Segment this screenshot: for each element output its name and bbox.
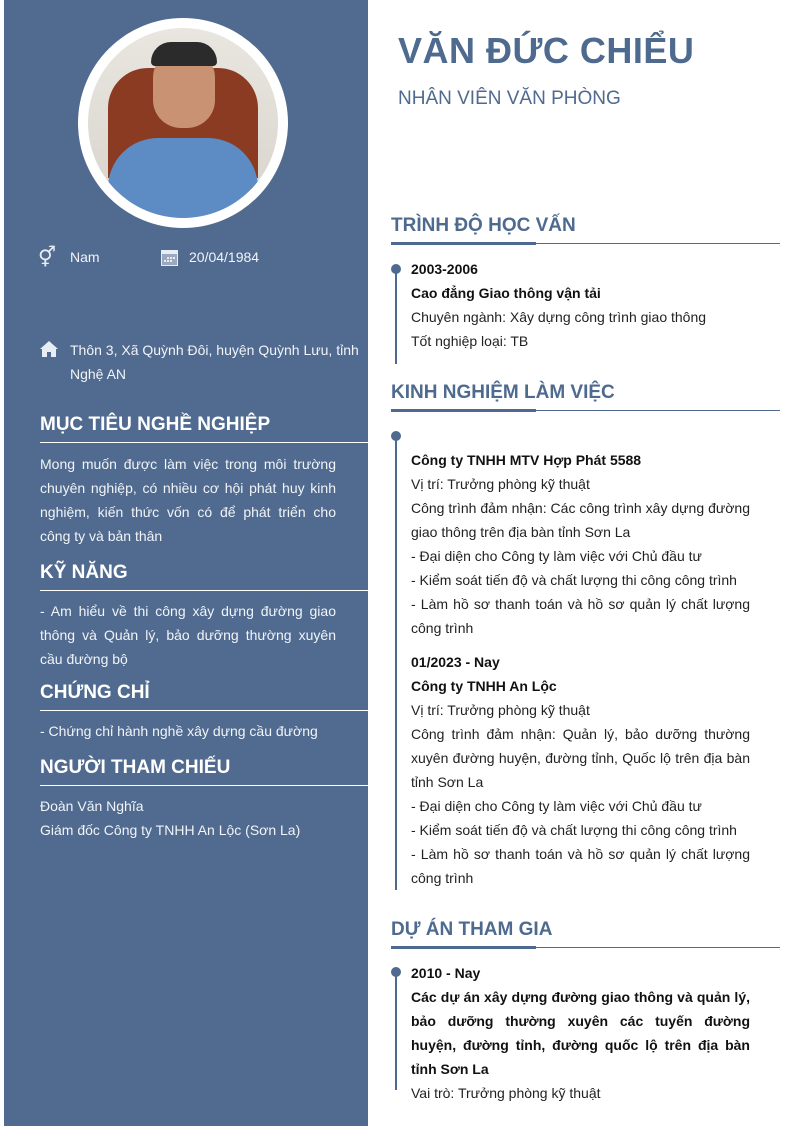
skills-heading: KỸ NĂNG [40, 562, 368, 591]
experience-line: - Kiểm soát tiến độ và chất lượng thi công công trình [411, 822, 737, 838]
timeline-line [395, 972, 397, 1090]
project-role: Vai trò: Trưởng phòng kỹ thuật [411, 1085, 601, 1101]
calendar-icon [160, 248, 180, 268]
experience-heading: KINH NGHIỆM LÀM VIỆC [391, 382, 780, 411]
education-period: 2003-2006 [411, 261, 478, 277]
project-name: Các dự án xây dựng đường giao thông và quản lý, bảo dưỡng thường xuyên các tuyến đường huyện, đường tỉnh, đường quốc lộ trên địa bàn tỉnh Sơn La [411, 989, 750, 1077]
education-entry [411, 257, 750, 353]
experience-company: Công ty TNHH MTV Hợp Phát 5588 [411, 452, 642, 468]
reference-name: Đoàn Văn Nghĩa [40, 798, 144, 814]
timeline-line [395, 268, 397, 364]
experience-line: - Đại diện cho Công ty làm việc với Chủ đầu tư [411, 798, 702, 814]
experience-line: - Làm hồ sơ thanh toán và hồ sơ quản lý chất lượng công trình [411, 596, 750, 636]
objective-text: Mong muốn được làm việc trong môi trường chuyên nghiệp, có nhiều cơ hội phát huy kinh nghiệm, kiến thức vốn có để phát triển cho công ty và bản thân [40, 456, 336, 544]
profile-photo [88, 28, 278, 218]
project-period: 2010 - Nay [411, 965, 481, 981]
sidebar [4, 0, 368, 1126]
experience-line: Công trình đảm nhận: Quản lý, bảo dưỡng thường xuyên đường huyện, đường tỉnh, Quốc lộ trên địa bàn tỉnh Sơn La [411, 726, 750, 790]
education-major: Chuyên ngành: Xây dựng công trình giao thông [411, 309, 707, 325]
education-heading: TRÌNH ĐỘ HỌC VẤN [391, 215, 780, 244]
timeline-dot [391, 967, 401, 977]
birthdate: 20/04/1984 [189, 249, 260, 265]
timeline-line [395, 436, 397, 890]
reference-position: Giám đốc Công ty TNHH An Lộc (Sơn La) [40, 822, 301, 838]
candidate-name: VĂN ĐỨC CHIỂU [398, 30, 695, 71]
education-school: Cao đẳng Giao thông vận tải [411, 285, 601, 301]
timeline-dot [391, 431, 401, 441]
experience-position: Vị trí: Trưởng phòng kỹ thuật [411, 702, 590, 718]
candidate-role: NHÂN VIÊN VĂN PHÒNG [398, 88, 621, 109]
gender-icon: ⚥ [38, 247, 57, 269]
certificates-heading: CHỨNG CHỈ [40, 682, 368, 711]
projects-heading: DỰ ÁN THAM GIA [391, 919, 780, 948]
timeline-dot [391, 264, 401, 274]
education-grade: Tốt nghiệp loại: TB [411, 333, 529, 349]
experience-line: - Kiểm soát tiến độ và chất lượng thi công công trình [411, 572, 737, 588]
experience-entry [411, 448, 750, 890]
skills-text: - Am hiểu về thi công xây dựng đường giao thông và Quản lý, bảo dưỡng thường xuyên cầu đường bộ [40, 603, 336, 667]
address: Thôn 3, Xã Quỳnh Đôi, huyện Quỳnh Lưu, tỉnh Nghệ AN [70, 342, 359, 382]
experience-line: Công trình đảm nhận: Các công trình xây dựng đường giao thông trên địa bàn tỉnh Sơn La [411, 500, 750, 540]
references-heading: NGƯỜI THAM CHIẾU [40, 757, 368, 786]
experience-period: 01/2023 - Nay [411, 654, 500, 670]
experience-line: - Làm hồ sơ thanh toán và hồ sơ quản lý chất lượng công trình [411, 846, 750, 886]
experience-company: Công ty TNHH An Lộc [411, 678, 557, 694]
objective-heading: MỤC TIÊU NGHỀ NGHIỆP [40, 414, 368, 443]
experience-line: - Đại diện cho Công ty làm việc với Chủ đầu tư [411, 548, 702, 564]
project-entry [411, 961, 750, 1105]
certificates-text: - Chứng chỉ hành nghề xây dựng cầu đường [40, 723, 318, 739]
gender: Nam [70, 249, 100, 265]
avatar [78, 18, 288, 228]
home-icon [39, 340, 59, 360]
experience-position: Vị trí: Trưởng phòng kỹ thuật [411, 476, 590, 492]
